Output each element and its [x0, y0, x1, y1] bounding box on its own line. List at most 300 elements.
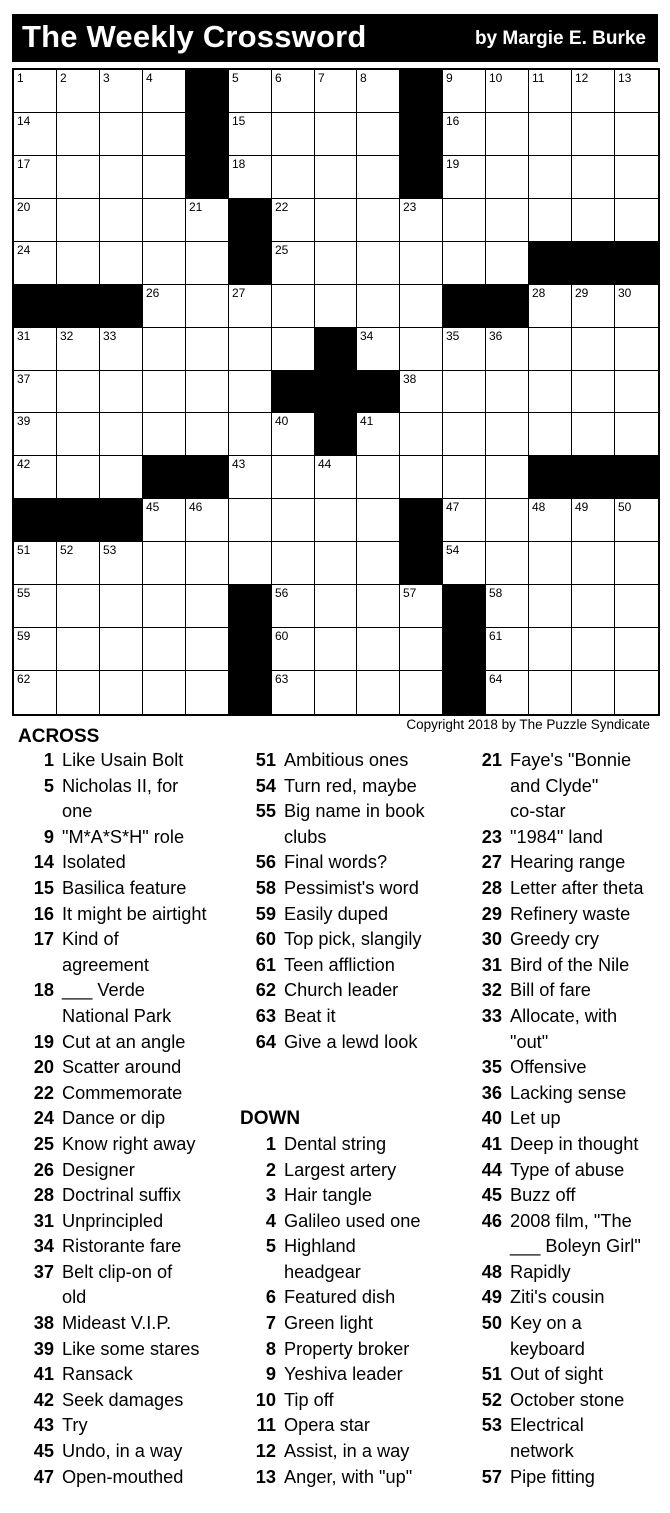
clue-number: 27 [481, 852, 502, 873]
clue-number: 6 [265, 1287, 276, 1308]
clue-number: 16 [33, 903, 54, 924]
grid-cell[interactable] [357, 242, 400, 285]
cell-number: 13 [618, 71, 632, 85]
grid-cell[interactable] [57, 456, 100, 499]
clue-item[interactable] [240, 902, 462, 928]
grid-cell[interactable] [400, 413, 443, 456]
grid-cell[interactable] [486, 242, 529, 285]
grid-cell[interactable] [400, 285, 443, 328]
clue-text: Ristorante fare [62, 1236, 182, 1257]
grid-cell[interactable] [143, 199, 186, 242]
grid-cell[interactable] [14, 413, 57, 456]
grid-cell[interactable] [14, 628, 57, 671]
grid-cell[interactable] [14, 585, 57, 628]
grid-cell[interactable] [14, 199, 57, 242]
black-square [400, 156, 443, 199]
grid-cell[interactable] [14, 242, 57, 285]
grid-cell[interactable] [272, 156, 315, 199]
clue-item[interactable] [466, 1465, 666, 1491]
grid-cell[interactable] [529, 499, 572, 542]
grid-cell[interactable] [315, 456, 357, 499]
clue-column-1 [18, 724, 233, 1490]
grid-cell[interactable] [315, 542, 357, 585]
grid-cell[interactable] [14, 542, 57, 585]
grid-cell[interactable] [272, 199, 315, 242]
grid-cell[interactable] [272, 285, 315, 328]
grid-cell[interactable] [529, 328, 572, 371]
grid-cell[interactable] [529, 628, 572, 671]
clue-number: 2 [265, 1159, 276, 1180]
grid-cell[interactable] [143, 628, 186, 671]
grid-cell[interactable] [229, 456, 272, 499]
black-square [400, 542, 443, 585]
clue-text: Bill of fare [510, 980, 591, 1001]
grid-cell[interactable] [272, 328, 315, 371]
clue-item[interactable] [466, 1158, 666, 1184]
clue-item[interactable] [18, 1158, 233, 1184]
grid-cell[interactable] [443, 413, 486, 456]
grid-cell[interactable] [186, 671, 229, 714]
grid-cell[interactable] [57, 328, 100, 371]
grid-cell[interactable] [186, 242, 229, 285]
grid-cell[interactable] [529, 413, 572, 456]
grid-cell[interactable] [100, 242, 143, 285]
grid-cell[interactable] [315, 199, 357, 242]
clue-item[interactable] [240, 748, 462, 774]
grid-cell[interactable] [572, 499, 615, 542]
clue-item[interactable] [240, 953, 462, 979]
grid-cell[interactable] [143, 371, 186, 413]
clue-item[interactable] [240, 1311, 462, 1337]
clue-item[interactable] [240, 1004, 462, 1030]
grid-cell[interactable] [229, 156, 272, 199]
grid-cell[interactable] [357, 628, 400, 671]
clue-item[interactable] [18, 876, 233, 902]
grid-cell[interactable] [315, 585, 357, 628]
clue-item[interactable] [466, 1106, 666, 1132]
clue-item[interactable] [240, 978, 462, 1004]
clue-item[interactable] [240, 1362, 462, 1388]
grid-cell[interactable] [357, 456, 400, 499]
clue-item[interactable] [466, 876, 666, 902]
grid-cell[interactable] [572, 156, 615, 199]
grid-cell[interactable] [615, 199, 658, 242]
grid-cell[interactable] [143, 156, 186, 199]
clue-text: Letter after theta [510, 877, 644, 898]
grid-cell[interactable] [357, 542, 400, 585]
grid-cell[interactable] [400, 585, 443, 628]
grid-cell[interactable] [229, 413, 272, 456]
grid-cell[interactable] [486, 328, 529, 371]
clue-item[interactable] [466, 902, 666, 928]
clue-item[interactable] [240, 1234, 462, 1285]
grid-cell[interactable] [100, 371, 143, 413]
grid-cell[interactable] [572, 671, 615, 714]
clue-text: Undo, in a way [62, 1441, 183, 1462]
grid-cell[interactable] [14, 671, 57, 714]
grid-cell[interactable] [443, 456, 486, 499]
clue-item[interactable] [18, 927, 233, 978]
grid-cell[interactable] [615, 585, 658, 628]
grid-cell[interactable] [615, 671, 658, 714]
grid-cell[interactable] [143, 542, 186, 585]
clue-item[interactable] [18, 748, 233, 774]
clue-item[interactable] [240, 850, 462, 876]
grid-cell[interactable] [100, 70, 143, 113]
grid-cell[interactable] [272, 671, 315, 714]
clue-item[interactable] [466, 1388, 666, 1414]
clue-text: Ransack [62, 1364, 133, 1385]
cell-number: 24 [17, 243, 31, 257]
clue-number: 36 [481, 1082, 502, 1103]
clue-text: Assist, in a way [284, 1441, 410, 1462]
grid-cell[interactable] [143, 585, 186, 628]
clue-item[interactable] [466, 850, 666, 876]
grid-cell[interactable] [229, 499, 272, 542]
clue-item[interactable] [18, 1209, 233, 1235]
clue-item[interactable] [18, 850, 233, 876]
grid-cell[interactable] [100, 456, 143, 499]
grid-cell[interactable] [315, 499, 357, 542]
grid-cell[interactable] [443, 242, 486, 285]
grid-cell[interactable] [57, 113, 100, 156]
cell-number: 8 [360, 71, 367, 85]
grid-cell[interactable] [357, 285, 400, 328]
clue-item[interactable] [240, 1158, 462, 1184]
grid-cell[interactable] [443, 499, 486, 542]
grid-cell[interactable] [100, 671, 143, 714]
clue-item[interactable] [466, 1285, 666, 1311]
clue-item[interactable] [18, 1362, 233, 1388]
grid-cell[interactable] [486, 156, 529, 199]
grid-cell[interactable] [272, 542, 315, 585]
clue-item[interactable] [18, 1311, 233, 1337]
grid-cell[interactable] [615, 628, 658, 671]
clue-number: 8 [265, 1338, 276, 1359]
grid-cell[interactable] [486, 456, 529, 499]
grid-cell[interactable] [486, 70, 529, 113]
grid-cell[interactable] [186, 285, 229, 328]
grid-cell[interactable] [186, 628, 229, 671]
grid-cell[interactable] [615, 542, 658, 585]
grid-cell[interactable] [315, 70, 357, 113]
grid-cell[interactable] [486, 542, 529, 585]
grid-cell[interactable] [143, 328, 186, 371]
grid-cell[interactable] [400, 199, 443, 242]
clue-item[interactable] [240, 1465, 462, 1491]
clue-item[interactable] [240, 1337, 462, 1363]
grid-cell[interactable] [400, 628, 443, 671]
grid-cell[interactable] [14, 113, 57, 156]
grid-cell[interactable] [486, 413, 529, 456]
grid-cell[interactable] [57, 199, 100, 242]
grid-cell[interactable] [57, 371, 100, 413]
grid-cell[interactable] [272, 242, 315, 285]
grid-cell[interactable] [100, 199, 143, 242]
clue-item[interactable] [466, 825, 666, 851]
clue-number: 33 [481, 1005, 502, 1026]
grid-cell[interactable] [486, 199, 529, 242]
clue-item[interactable] [240, 1388, 462, 1414]
grid-cell[interactable] [443, 371, 486, 413]
grid-cell[interactable] [143, 671, 186, 714]
grid-cell[interactable] [315, 671, 357, 714]
clue-text: Try [62, 1415, 88, 1436]
grid-cell[interactable] [572, 199, 615, 242]
grid-cell[interactable] [315, 113, 357, 156]
grid-cell[interactable] [400, 371, 443, 413]
grid-cell[interactable] [529, 671, 572, 714]
grid-cell[interactable] [357, 113, 400, 156]
grid-cell[interactable] [229, 328, 272, 371]
grid-cell[interactable] [443, 70, 486, 113]
clue-item[interactable] [18, 1260, 233, 1311]
grid-cell[interactable] [14, 328, 57, 371]
clue-item[interactable] [466, 1081, 666, 1107]
grid-cell[interactable] [57, 628, 100, 671]
grid-cell[interactable] [315, 242, 357, 285]
clue-item[interactable] [240, 1413, 462, 1439]
clue-number: 15 [33, 877, 54, 898]
grid-cell[interactable] [229, 285, 272, 328]
clue-item[interactable] [18, 1337, 233, 1363]
grid-cell[interactable] [14, 156, 57, 199]
grid-cell[interactable] [486, 499, 529, 542]
clue-text: Bird of the Nile [510, 954, 630, 975]
grid-cell[interactable] [229, 371, 272, 413]
grid-cell[interactable] [572, 371, 615, 413]
grid-cell[interactable] [14, 371, 57, 413]
clue-number: 23 [481, 826, 502, 847]
clue-item[interactable] [18, 1439, 233, 1465]
grid-cell[interactable] [143, 242, 186, 285]
grid-cell[interactable] [529, 70, 572, 113]
grid-cell[interactable] [229, 542, 272, 585]
clue-item[interactable] [18, 1183, 233, 1209]
grid-cell[interactable] [57, 671, 100, 714]
grid-cell[interactable] [315, 156, 357, 199]
grid-cell[interactable] [486, 585, 529, 628]
grid-cell[interactable] [400, 242, 443, 285]
grid-cell[interactable] [572, 70, 615, 113]
clue-item[interactable] [18, 1055, 233, 1081]
clue-item[interactable] [466, 1183, 666, 1209]
grid-cell[interactable] [14, 456, 57, 499]
clue-item[interactable] [240, 774, 462, 800]
grid-cell[interactable] [186, 499, 229, 542]
grid-cell[interactable] [272, 413, 315, 456]
clue-text: Hearing range [510, 852, 626, 873]
clue-item[interactable] [18, 825, 233, 851]
grid-cell[interactable] [615, 413, 658, 456]
grid-cell[interactable] [529, 371, 572, 413]
grid-cell[interactable] [186, 371, 229, 413]
clue-item[interactable] [18, 1106, 233, 1132]
clue-item[interactable] [240, 1439, 462, 1465]
clue-number: 46 [481, 1210, 502, 1231]
clue-item[interactable] [466, 978, 666, 1004]
clue-item[interactable] [466, 1209, 666, 1260]
grid-cell[interactable] [572, 413, 615, 456]
grid-cell[interactable] [443, 113, 486, 156]
grid-cell[interactable] [272, 456, 315, 499]
clue-number: 31 [33, 1210, 54, 1231]
grid-cell[interactable] [186, 328, 229, 371]
grid-cell[interactable] [615, 156, 658, 199]
grid-cell[interactable] [572, 285, 615, 328]
grid-cell[interactable] [272, 70, 315, 113]
grid-cell[interactable] [529, 199, 572, 242]
clue-item[interactable] [18, 1234, 233, 1260]
grid-cell[interactable] [100, 542, 143, 585]
grid-cell[interactable] [615, 371, 658, 413]
grid-cell[interactable] [443, 156, 486, 199]
grid-cell[interactable] [572, 628, 615, 671]
grid-cell[interactable] [100, 113, 143, 156]
cell-number: 63 [275, 672, 289, 686]
grid-cell[interactable] [443, 199, 486, 242]
clue-item[interactable] [240, 1285, 462, 1311]
grid-cell[interactable] [315, 285, 357, 328]
grid-cell[interactable] [143, 70, 186, 113]
clue-item[interactable] [18, 1413, 233, 1439]
grid-cell[interactable] [100, 628, 143, 671]
clue-item[interactable] [466, 1260, 666, 1286]
clue-item[interactable] [18, 978, 233, 1029]
clue-item[interactable] [18, 902, 233, 928]
clue-item[interactable] [18, 1388, 233, 1414]
clue-text: Electrical [510, 1415, 584, 1436]
clue-item[interactable] [18, 1465, 233, 1491]
grid-cell[interactable] [57, 413, 100, 456]
grid-cell[interactable] [443, 328, 486, 371]
grid-cell[interactable] [529, 585, 572, 628]
grid-cell[interactable] [229, 70, 272, 113]
grid-cell[interactable] [143, 113, 186, 156]
grid-cell[interactable] [357, 199, 400, 242]
grid-cell[interactable] [272, 585, 315, 628]
cell-number: 10 [489, 71, 503, 85]
clue-item[interactable] [18, 1081, 233, 1107]
grid-cell[interactable] [615, 328, 658, 371]
clue-item[interactable] [466, 1055, 666, 1081]
grid-cell[interactable] [615, 70, 658, 113]
grid-cell[interactable] [272, 499, 315, 542]
grid-cell[interactable] [100, 156, 143, 199]
grid-cell[interactable] [57, 242, 100, 285]
grid-cell[interactable] [357, 499, 400, 542]
clue-item[interactable] [240, 799, 462, 850]
grid-cell[interactable] [57, 156, 100, 199]
grid-cell[interactable] [57, 585, 100, 628]
clue-text: Highland [284, 1236, 356, 1257]
grid-cell[interactable] [400, 671, 443, 714]
clue-item[interactable] [18, 774, 233, 825]
grid-cell[interactable] [357, 328, 400, 371]
grid-cell[interactable] [529, 113, 572, 156]
clue-item[interactable] [18, 1030, 233, 1056]
grid-cell[interactable] [486, 671, 529, 714]
grid-cell[interactable] [572, 113, 615, 156]
grid-cell[interactable] [143, 285, 186, 328]
clue-number: 19 [33, 1031, 54, 1052]
clue-item[interactable] [240, 1209, 462, 1235]
grid-cell[interactable] [529, 542, 572, 585]
clue-item[interactable] [18, 1132, 233, 1158]
grid-cell[interactable] [529, 285, 572, 328]
grid-cell[interactable] [357, 70, 400, 113]
clue-item[interactable] [466, 927, 666, 953]
clue-item[interactable] [466, 953, 666, 979]
cell-number: 14 [17, 114, 31, 128]
grid-cell[interactable] [14, 70, 57, 113]
clue-number: 64 [255, 1031, 276, 1052]
grid-cell[interactable] [615, 113, 658, 156]
clue-item[interactable] [240, 1183, 462, 1209]
grid-cell[interactable] [357, 671, 400, 714]
clue-item[interactable] [466, 1362, 666, 1388]
clue-item[interactable] [240, 927, 462, 953]
clue-item[interactable] [466, 1004, 666, 1055]
grid-cell[interactable] [229, 113, 272, 156]
grid-cell[interactable] [100, 585, 143, 628]
grid-cell[interactable] [315, 628, 357, 671]
grid-cell[interactable] [572, 328, 615, 371]
grid-cell[interactable] [357, 413, 400, 456]
grid-cell[interactable] [100, 328, 143, 371]
grid-cell[interactable] [615, 499, 658, 542]
grid-cell[interactable] [615, 285, 658, 328]
grid-cell[interactable] [186, 413, 229, 456]
grid-cell[interactable] [529, 156, 572, 199]
clue-item[interactable] [466, 1413, 666, 1464]
cell-number: 44 [318, 457, 332, 471]
grid-cell[interactable] [443, 542, 486, 585]
grid-cell[interactable] [486, 113, 529, 156]
grid-cell[interactable] [57, 70, 100, 113]
grid-cell[interactable] [400, 456, 443, 499]
grid-cell[interactable] [186, 199, 229, 242]
grid-cell[interactable] [572, 585, 615, 628]
grid-cell[interactable] [357, 156, 400, 199]
grid-cell[interactable] [143, 413, 186, 456]
grid-cell[interactable] [272, 628, 315, 671]
grid-cell[interactable] [572, 542, 615, 585]
clue-item[interactable] [240, 1030, 462, 1056]
grid-cell[interactable] [186, 542, 229, 585]
clue-item[interactable] [466, 1311, 666, 1362]
grid-cell[interactable] [486, 628, 529, 671]
clue-text: Turn red, maybe [284, 775, 417, 796]
clue-item[interactable] [240, 876, 462, 902]
grid-cell[interactable] [100, 413, 143, 456]
clue-item[interactable] [240, 1132, 462, 1158]
grid-cell[interactable] [186, 585, 229, 628]
clue-section-heading: DOWN [240, 1108, 301, 1130]
clue-text: It might be airtight [62, 903, 207, 924]
grid-cell[interactable] [143, 499, 186, 542]
grid-cell[interactable] [357, 585, 400, 628]
grid-cell[interactable] [57, 542, 100, 585]
clue-item[interactable] [466, 748, 666, 825]
black-square [529, 456, 572, 499]
clue-number: 63 [255, 1005, 276, 1026]
grid-cell[interactable] [486, 371, 529, 413]
clue-item[interactable] [466, 1132, 666, 1158]
grid-cell[interactable] [272, 113, 315, 156]
cell-number: 57 [403, 586, 417, 600]
grid-cell[interactable] [400, 328, 443, 371]
